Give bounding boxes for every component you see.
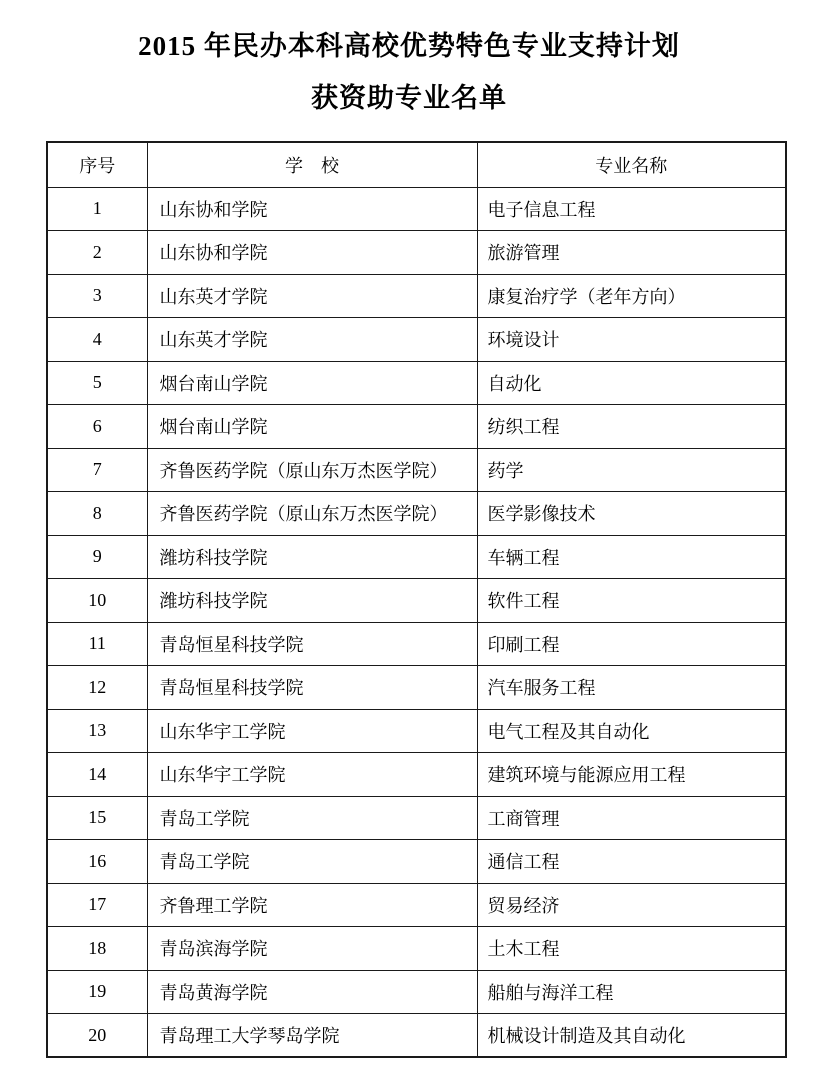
major-cell: 工商管理 (477, 796, 786, 840)
school-cell: 山东华宇工学院 (147, 753, 477, 797)
table-row (47, 622, 786, 666)
table-row (47, 970, 786, 1014)
major-cell: 船舶与海洋工程 (477, 970, 786, 1014)
table-row (47, 666, 786, 710)
seq-cell: 9 (47, 535, 147, 579)
major-cell: 贸易经济 (477, 883, 786, 927)
major-cell: 医学影像技术 (477, 492, 786, 536)
seq-cell: 20 (47, 1014, 147, 1058)
header-row (47, 142, 786, 187)
document-title-line2: 获资助专业名单 (311, 83, 507, 113)
table-row (47, 883, 786, 927)
table-body (47, 187, 786, 1057)
major-cell: 电子信息工程 (477, 187, 786, 231)
seq-cell: 8 (47, 492, 147, 536)
table-row (47, 709, 786, 753)
school-cell: 青岛恒星科技学院 (147, 622, 477, 666)
major-cell: 环境设计 (477, 318, 786, 362)
school-cell: 潍坊科技学院 (147, 579, 477, 623)
school-cell: 青岛滨海学院 (147, 927, 477, 971)
table-row (47, 753, 786, 797)
column-header-major: 专业名称 (477, 142, 786, 187)
seq-cell: 1 (47, 187, 147, 231)
major-cell: 纺织工程 (477, 405, 786, 449)
school-cell: 齐鲁理工学院 (147, 883, 477, 927)
major-cell: 机械设计制造及其自动化 (477, 1014, 786, 1058)
major-cell: 软件工程 (477, 579, 786, 623)
seq-cell: 14 (47, 753, 147, 797)
school-cell: 山东华宇工学院 (147, 709, 477, 753)
school-cell: 青岛黄海学院 (147, 970, 477, 1014)
seq-cell: 12 (47, 666, 147, 710)
major-cell: 康复治疗学（老年方向） (477, 274, 786, 318)
school-cell: 青岛工学院 (147, 840, 477, 884)
seq-cell: 17 (47, 883, 147, 927)
seq-cell: 6 (47, 405, 147, 449)
seq-cell: 13 (47, 709, 147, 753)
document-title-line1: 2015 年民办本科高校优势特色专业支持计划 (138, 31, 680, 61)
school-cell: 青岛理工大学琴岛学院 (147, 1014, 477, 1058)
seq-cell: 2 (47, 231, 147, 275)
funded-majors-table (46, 141, 787, 1058)
school-cell: 烟台南山学院 (147, 361, 477, 405)
seq-cell: 19 (47, 970, 147, 1014)
table-row (47, 535, 786, 579)
table-row (47, 927, 786, 971)
school-cell: 山东英才学院 (147, 318, 477, 362)
major-cell: 电气工程及其自动化 (477, 709, 786, 753)
seq-cell: 4 (47, 318, 147, 362)
seq-cell: 18 (47, 927, 147, 971)
school-cell: 烟台南山学院 (147, 405, 477, 449)
column-header-school: 学 校 (147, 142, 477, 187)
table-row (47, 840, 786, 884)
school-cell: 齐鲁医药学院（原山东万杰医学院） (147, 448, 477, 492)
column-header-seq: 序号 (47, 142, 147, 187)
school-cell: 青岛恒星科技学院 (147, 666, 477, 710)
table-row (47, 579, 786, 623)
school-cell: 齐鲁医药学院（原山东万杰医学院） (147, 492, 477, 536)
table-row (47, 361, 786, 405)
major-cell: 旅游管理 (477, 231, 786, 275)
major-cell: 自动化 (477, 361, 786, 405)
major-cell: 药学 (477, 448, 786, 492)
school-cell: 山东英才学院 (147, 274, 477, 318)
major-cell: 建筑环境与能源应用工程 (477, 753, 786, 797)
table-row (47, 1014, 786, 1058)
seq-cell: 5 (47, 361, 147, 405)
table-row (47, 796, 786, 840)
school-cell: 山东协和学院 (147, 231, 477, 275)
school-cell: 潍坊科技学院 (147, 535, 477, 579)
school-cell: 山东协和学院 (147, 187, 477, 231)
table-row (47, 448, 786, 492)
seq-cell: 3 (47, 274, 147, 318)
seq-cell: 16 (47, 840, 147, 884)
table-row (47, 318, 786, 362)
major-cell: 汽车服务工程 (477, 666, 786, 710)
seq-cell: 11 (47, 622, 147, 666)
table-header (47, 142, 786, 187)
school-cell: 青岛工学院 (147, 796, 477, 840)
table-row (47, 492, 786, 536)
major-cell: 通信工程 (477, 840, 786, 884)
major-cell: 车辆工程 (477, 535, 786, 579)
table-row (47, 405, 786, 449)
seq-cell: 15 (47, 796, 147, 840)
seq-cell: 7 (47, 448, 147, 492)
table-row (47, 231, 786, 275)
table-row (47, 274, 786, 318)
major-cell: 土木工程 (477, 927, 786, 971)
seq-cell: 10 (47, 579, 147, 623)
major-cell: 印刷工程 (477, 622, 786, 666)
table-row (47, 187, 786, 231)
document-title (0, 20, 818, 124)
